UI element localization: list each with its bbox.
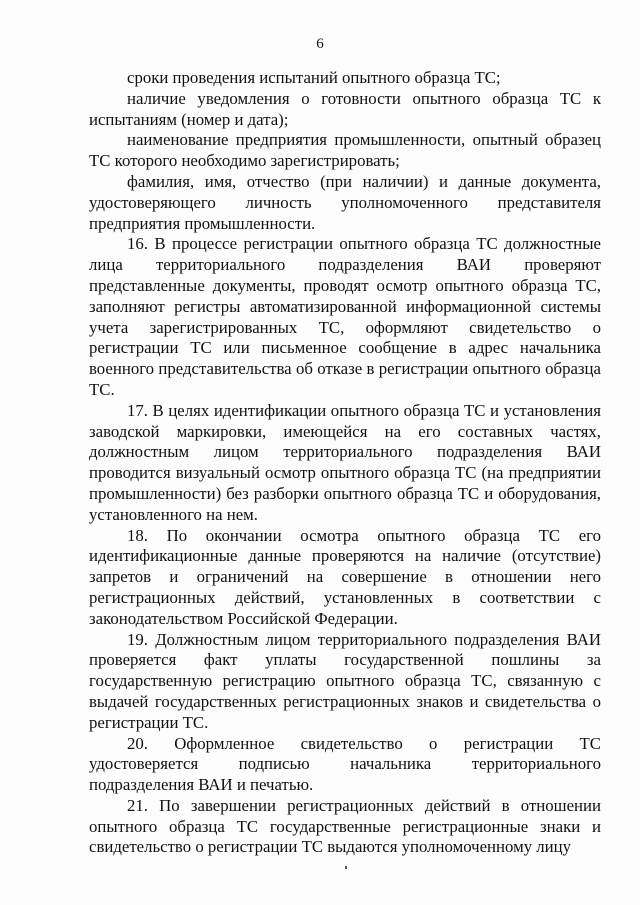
- page-number: 6: [316, 36, 324, 52]
- paragraph: 18. По окончании осмотра опытного образца ТС его идентификационные данные проверяются на наличие (отсутствие) запретов и ограничений на совершение в отношении него регистрационных действий, установленных в соответствии с законодательством Российской Федерации.: [89, 525, 601, 628]
- document-body: [89, 68, 601, 858]
- paragraph: 19. Должностным лицом территориального подразделения ВАИ проверяется факт уплаты государственной пошлины за государственную регистрацию опытного образца ТС, связанную с выдачей государственных регистрационных знаков и свидетельства о регистрации ТС.: [89, 629, 601, 732]
- scan-speck: [345, 866, 347, 869]
- paragraph: 17. В целях идентификации опытного образца ТС и установления заводской маркировки, имеющейся на его составных частях, должностным лицом территориального подразделения ВАИ проводится визуальный осмотр опытного образца ТС (на предприятии промышленности) без разборки опытного образца ТС и оборудования, установленного на нем.: [89, 400, 601, 524]
- paragraph: 16. В процессе регистрации опытного образца ТС должностные лица территориального подразделения ВАИ проверяют представленные документы, проводят осмотр опытного образца ТС, заполняют регистры автоматизированной информационной системы учета зарегистрированных ТС, оформляют свидетельство о регистрации ТС или письменное сообщение в адрес начальника военного представительства об отказе в регистрации опытного образца ТС.: [89, 234, 601, 399]
- paragraph: фамилия, имя, отчество (при наличии) и данные документа, удостоверяющего личность уполномоченного представителя предприятия промышленности.: [89, 171, 601, 233]
- paragraph: наличие уведомления о готовности опытного образца ТС к испытаниям (номер и дата);: [89, 88, 601, 129]
- paragraph: наименование предприятия промышленности, опытный образец ТС которого необходимо зарегистрировать;: [89, 130, 601, 171]
- paragraph: 20. Оформленное свидетельство о регистрации ТС удостоверяется подписью начальника территориального подразделения ВАИ и печатью.: [89, 733, 601, 795]
- paragraph: сроки проведения испытаний опытного образца ТС;: [127, 68, 501, 87]
- paragraph: 21. По завершении регистрационных действий в отношении опытного образца ТС государственные регистрационные знаки и свидетельство о регистрации ТС выдаются уполномоченному лицу: [89, 795, 601, 857]
